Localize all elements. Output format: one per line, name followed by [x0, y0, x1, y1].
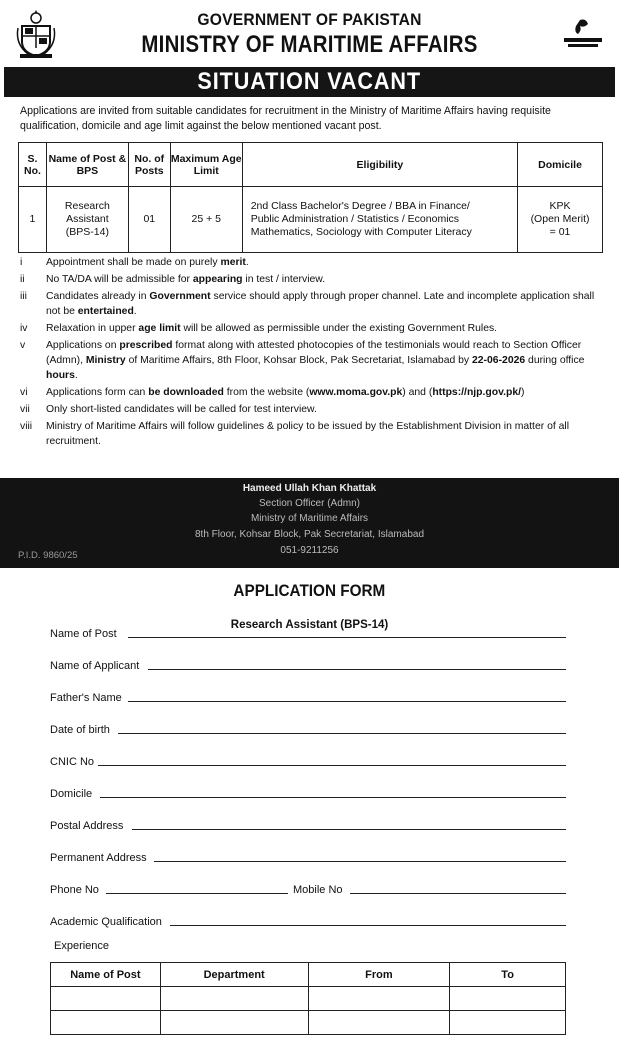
col-sno: S. No. — [19, 143, 47, 187]
field-permanent-address[interactable] — [50, 848, 566, 864]
list-item — [18, 338, 603, 385]
table-row — [51, 1011, 566, 1035]
field-line[interactable] — [148, 669, 566, 670]
term-number: vii — [20, 404, 30, 415]
signature-block — [0, 478, 619, 568]
signatory-org: Ministry of Maritime Affairs — [250, 513, 369, 524]
table-cell[interactable] — [308, 987, 450, 1011]
cell-eligibility — [242, 187, 517, 253]
col-domicile: Domicile — [518, 143, 603, 187]
post-line: (BPS-14) — [65, 226, 109, 238]
list-item — [18, 255, 603, 272]
field-cnic[interactable] — [50, 752, 566, 768]
table-cell[interactable] — [450, 1011, 566, 1035]
header — [0, 0, 619, 66]
table-header-row — [19, 143, 603, 187]
field-line[interactable] — [132, 829, 566, 830]
post-value: Research Assistant (BPS-14) — [230, 619, 389, 631]
field-academic-qualification[interactable] — [50, 912, 566, 928]
field-label: Postal Address — [50, 820, 124, 832]
col-department: Department — [160, 963, 308, 987]
term-text: Applications form can be downloaded from the website (www.moma.gov.pk) and (https://njp.gov.pk/) — [46, 387, 525, 398]
njp-link[interactable]: https://njp.gov.pk/ — [432, 387, 522, 398]
terms-list — [18, 255, 603, 451]
field-postal-address[interactable] — [50, 816, 566, 832]
signatory-phone: 051-9211256 — [280, 545, 339, 556]
table-header-row — [51, 963, 566, 987]
website-link[interactable]: www.moma.gov.pk — [309, 387, 403, 398]
field-label: Domicile — [50, 788, 93, 800]
col-from: From — [308, 963, 450, 987]
signatory-address: 8th Floor, Kohsar Block, Pak Secretariat, Islamabad — [195, 529, 424, 540]
field-line[interactable] — [118, 733, 566, 734]
field-line[interactable] — [106, 893, 288, 894]
cell-sno: 1 — [19, 187, 47, 253]
col-posts: No. of Posts — [128, 143, 170, 187]
term-number: ii — [20, 274, 25, 285]
field-label: Name of Post — [50, 628, 117, 640]
domicile-line: = 01 — [549, 226, 571, 238]
field-label: Name of Applicant — [50, 660, 140, 672]
term-number: viii — [20, 421, 33, 432]
term-text: Ministry of Maritime Affairs will follow guidelines & policy to be issued by the Establishment Division in matter of all recruitment. — [46, 421, 570, 447]
list-item — [18, 402, 603, 419]
list-item — [18, 419, 603, 451]
government-title: GOVERNMENT OF PAKISTAN — [197, 10, 422, 29]
field-phone[interactable] — [50, 880, 566, 896]
cell-posts: 01 — [128, 187, 170, 253]
field-label: Date of birth — [50, 724, 110, 736]
situation-vacant-banner — [4, 67, 615, 97]
domicile-line: KPK — [549, 200, 571, 212]
table-row — [19, 187, 603, 253]
experience-label: Experience — [54, 940, 110, 952]
field-line[interactable] — [170, 925, 566, 926]
ministry-title: MINISTRY OF MARITIME AFFAIRS — [141, 31, 478, 58]
field-label: Father's Name — [50, 692, 122, 704]
field-line[interactable] — [350, 893, 566, 894]
col-age: Maximum Age Limit — [170, 143, 242, 187]
application-form-title: APPLICATION FORM — [233, 581, 386, 600]
list-item — [18, 385, 603, 402]
col-to: To — [450, 963, 566, 987]
field-line[interactable] — [128, 701, 566, 702]
list-item — [18, 321, 603, 338]
signatory-title: Section Officer (Admn) — [259, 498, 360, 509]
field-label: Permanent Address — [50, 852, 147, 864]
term-text: Only short-listed candidates will be called for test interview. — [46, 404, 317, 415]
intro-paragraph: Applications are invited from suitable candidates for recruitment in the Ministry of Maritime Affairs having requisite qualification, domicile and age limit against the below mentioned vacant post. — [20, 105, 551, 132]
cell-age: 25 + 5 — [170, 187, 242, 253]
term-number: i — [20, 257, 23, 268]
cell-domicile — [518, 187, 603, 253]
cell-post — [46, 187, 128, 253]
term-text: Relaxation in upper age limit will be allowed as permissible under the existing Government Rules. — [46, 323, 498, 334]
eligibility-line: 2nd Class Bachelor's Degree / BBA in Finance/ — [250, 200, 470, 212]
field-fathers-name[interactable] — [50, 688, 566, 704]
term-number: iv — [20, 323, 28, 334]
list-item — [18, 272, 603, 289]
field-line[interactable] — [100, 797, 566, 798]
table-cell[interactable] — [51, 987, 161, 1011]
term-number: iii — [20, 291, 27, 302]
field-date-of-birth[interactable] — [50, 720, 566, 736]
field-line[interactable] — [128, 637, 566, 638]
table-cell[interactable] — [450, 987, 566, 1011]
field-label: Mobile No — [293, 884, 343, 896]
eligibility-line: Mathematics, Sociology with Computer Literacy — [250, 226, 472, 238]
field-name-of-post[interactable] — [50, 624, 566, 640]
term-number: vi — [20, 387, 28, 398]
post-line: Research — [64, 200, 110, 212]
table-cell[interactable] — [51, 1011, 161, 1035]
col-name-of-post: Name of Post — [51, 963, 161, 987]
banner-text: SITUATION VACANT — [197, 68, 422, 95]
domicile-line: (Open Merit) — [530, 213, 590, 225]
experience-table — [50, 962, 566, 1035]
urdu-logo-icon — [560, 16, 606, 50]
field-line[interactable] — [154, 861, 566, 862]
col-post: Name of Post & BPS — [46, 143, 128, 187]
table-cell[interactable] — [160, 987, 308, 1011]
field-line[interactable] — [98, 765, 566, 766]
term-text: Candidates already in Government service should apply through proper channel. Late and incomplete application shall not be entertained. — [46, 291, 595, 317]
signatory-name: Hameed Ullah Khan Khattak — [242, 483, 377, 494]
pid-number: P.I.D. 9860/25 — [18, 550, 78, 561]
field-name-of-applicant[interactable] — [50, 656, 566, 672]
term-text: No TA/DA will be admissible for appearing in test / interview. — [46, 274, 326, 285]
list-item — [18, 289, 603, 321]
vacancy-table — [18, 142, 603, 253]
table-cell[interactable] — [160, 1011, 308, 1035]
term-number: v — [20, 340, 26, 351]
col-eligibility: Eligibility — [242, 143, 517, 187]
table-cell[interactable] — [308, 1011, 450, 1035]
field-label: CNIC No — [50, 756, 95, 768]
field-label: Phone No — [50, 884, 99, 896]
post-line: Assistant — [66, 213, 109, 225]
term-text: Applications on prescribed format along with attested photocopies of the testimonials would reach to Section Officer (Admn), Ministry of Maritime Affairs, 8th Floor, Kohsar Block, Pak Secretariat, Islamabad by 22-06-2026 during office hours. — [46, 340, 585, 381]
eligibility-line: Public Administration / Statistics / Economics — [250, 213, 460, 225]
field-domicile[interactable] — [50, 784, 566, 800]
term-text: Appointment shall be made on purely merit. — [46, 257, 249, 268]
table-row — [51, 987, 566, 1011]
field-label: Academic Qualification — [50, 916, 162, 928]
